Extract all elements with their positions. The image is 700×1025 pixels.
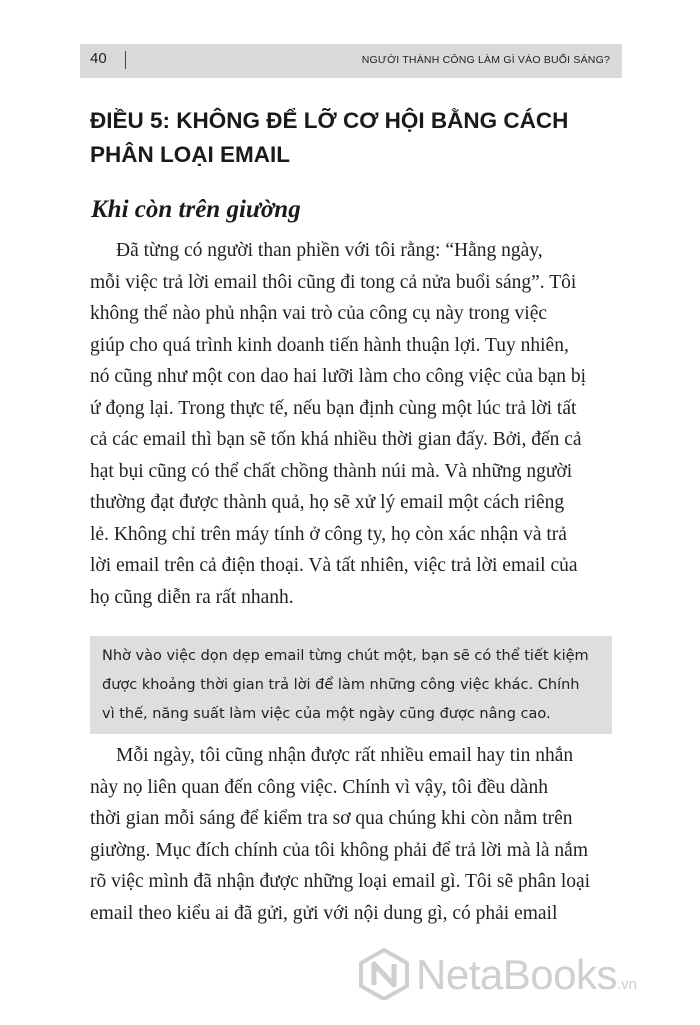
- header-divider: [125, 51, 126, 69]
- text-line: giúp cho quá trình kinh doanh tiến hành thuận lợi. Tuy nhiên,: [90, 334, 569, 356]
- chapter-title-line: PHÂN LOẠI EMAIL: [90, 142, 290, 167]
- text-line: mỗi việc trả lời email thôi cũng đi tong cả nửa buổi sáng”. Tôi: [90, 271, 577, 293]
- running-header: [80, 44, 622, 78]
- body-paragraph: [90, 740, 612, 929]
- callout-line: Nhờ vào việc dọn dẹp email từng chút một, bạn sẽ có thể tiết kiệm: [102, 648, 589, 664]
- text-line: lời email trên cả điện thoại. Và tất nhiên, việc trả lời email của: [90, 555, 578, 576]
- callout-box: [90, 636, 612, 734]
- watermark-suffix: .vn: [616, 976, 637, 993]
- text-line: hạt bụi cũng có thể chất chồng thành núi mà. Và những người: [90, 460, 573, 482]
- body-paragraph: [90, 235, 612, 613]
- callout-line: được khoảng thời gian trả lời để làm những công việc khác. Chính: [102, 677, 580, 693]
- text-line: Đã từng có người than phiền với tôi rằng: “Hằng ngày,: [116, 240, 543, 261]
- text-line: nó cũng như một con dao hai lưỡi làm cho công việc của bạn bị: [90, 366, 587, 387]
- running-title: NGƯỜI THÀNH CÔNG LÀM GÌ VÀO BUỔI SÁNG?: [361, 54, 610, 66]
- text-line: này nọ liên quan đến công việc. Chính vì vậy, tôi đều dành: [90, 776, 548, 798]
- text-line: thường đạt được thành quả, họ sẽ xử lý email một cách riêng: [90, 492, 565, 513]
- text-line: thời gian mỗi sáng để kiểm tra sơ qua chúng khi còn nằm trên: [90, 808, 573, 829]
- callout-line: vì thế, năng suất làm việc của một ngày cũng được nâng cao.: [102, 706, 551, 722]
- text-line: lẻ. Không chỉ trên máy tính ở công ty, họ còn xác nhận và trả: [90, 523, 567, 545]
- netabooks-logo-icon: [358, 948, 410, 1000]
- watermark-text: [416, 951, 637, 999]
- text-line: email theo kiểu ai đã gửi, gửi với nội dung gì, có phải email: [90, 902, 558, 924]
- chapter-title-line: ĐIỀU 5: KHÔNG ĐỂ LỠ CƠ HỘI BẰNG CÁCH: [90, 108, 569, 133]
- page-number: 40: [90, 50, 107, 67]
- text-line: giường. Mục đích chính của tôi không phải để trả lời mà là nắm: [90, 839, 588, 861]
- text-line: không thể nào phủ nhận vai trò của công cụ này trong việc: [90, 303, 548, 324]
- callout-text: [102, 642, 589, 729]
- watermark-brand: NetaBooks: [416, 951, 617, 998]
- text-line: ứ đọng lại. Trong thực tế, nếu bạn định cùng một lúc trả lời tất: [90, 397, 577, 419]
- chapter-title: [90, 104, 630, 172]
- text-line: cả các email thì bạn sẽ tốn khá nhiều thời gian đấy. Bởi, đến cả: [90, 429, 582, 450]
- section-title: Khi còn trên giường: [91, 196, 301, 223]
- text-line: Mỗi ngày, tôi cũng nhận được rất nhiều email hay tin nhắn: [116, 745, 574, 766]
- text-line: rõ việc mình đã nhận được những loại email gì. Tôi sẽ phân loại: [90, 871, 591, 892]
- text-line: họ cũng diễn ra rất nhanh.: [90, 586, 294, 608]
